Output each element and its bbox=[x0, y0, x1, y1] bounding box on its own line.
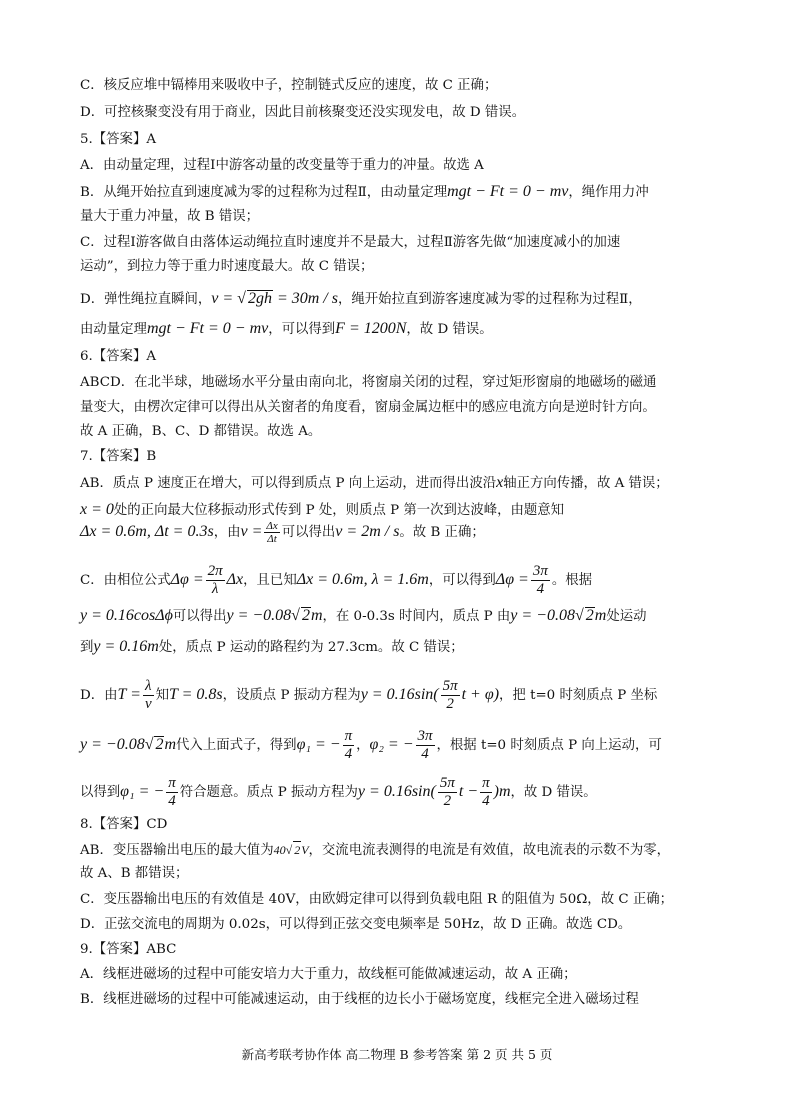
equation: y = 0.16cosΔϕ bbox=[80, 607, 173, 624]
text-line: 量变大，由楞次定律可以得出从关窗者的角度看，窗扇金属边框中的感应电流方向是逆时针方向。 bbox=[80, 400, 656, 415]
equation: y = 0.16sin( bbox=[360, 686, 439, 703]
fraction: $\frac{\Delta x}{\Delta t}$ bbox=[266, 520, 278, 545]
text: 。故 B 正确； bbox=[399, 525, 485, 540]
text: 符合题意。质点 P 振动方程为 bbox=[179, 785, 358, 800]
question-5-answer: 5.【答案】A bbox=[80, 132, 157, 147]
equation: Δφ = bbox=[495, 571, 529, 588]
text: ，绳作用力冲 bbox=[568, 185, 649, 200]
text: 处，质点 P 运动的路程约为 27.3cm。故 C 错误； bbox=[158, 640, 464, 655]
text: ，绳开始拉直到游客速度减为零的过程称为过程Ⅱ， bbox=[337, 292, 642, 307]
question-6-answer: 6.【答案】A bbox=[80, 349, 157, 364]
text-line bbox=[80, 775, 720, 810]
equation: T = 0.8s bbox=[169, 686, 223, 703]
equation: mgt − Ft = 0 − mv bbox=[146, 320, 269, 337]
text-line bbox=[80, 520, 720, 545]
text: ，设质点 P 振动方程为 bbox=[222, 688, 361, 703]
text: 以得到 bbox=[80, 785, 121, 800]
fraction: $\frac{\pi}{4}$ bbox=[168, 775, 176, 809]
equation: mgt − Ft = 0 − mv bbox=[447, 183, 569, 200]
text: 处运动 bbox=[606, 609, 647, 624]
equation: Δx = 0.6m, λ = 1.6m bbox=[296, 571, 429, 588]
equation: y = 0.16sin( bbox=[357, 783, 436, 800]
text: 可以得出 bbox=[172, 609, 227, 624]
text-line bbox=[80, 840, 720, 861]
question-7-answer: 7.【答案】B bbox=[80, 449, 157, 464]
text-line bbox=[80, 473, 720, 494]
text: D．由 bbox=[80, 688, 118, 703]
text: 到 bbox=[80, 640, 94, 655]
text-line bbox=[80, 289, 720, 310]
equation: x = 0 bbox=[80, 501, 114, 518]
equation: F = 1200N bbox=[335, 320, 407, 337]
text-line: 运动”，到拉力等于重力时速度最大。故 C 错误； bbox=[80, 259, 374, 274]
page-footer: 新高考联考协作体 高二物理 B 参考答案 第 2 页 共 5 页 bbox=[241, 1047, 553, 1062]
text-line: D．可控核聚变没有用于商业，因此目前核聚变还没实现发电，故 D 错误。 bbox=[80, 105, 526, 120]
text-line: B．线框进磁场的过程中可能减速运动，由于线框的边长小于磁场宽度，线框完全进入磁场过程 bbox=[80, 992, 639, 1007]
text: ，根据 t=0 时刻质点 P 向上运动，可 bbox=[436, 738, 662, 753]
fraction: $\frac{\pi}{4}$ bbox=[344, 728, 353, 762]
text-line bbox=[80, 678, 720, 713]
fraction: $\frac{\pi}{4}$ bbox=[482, 775, 490, 809]
text-line: ABCD．在北半球，地磁场水平分量由南向北，将窗扇关闭的过程，穿过矩形窗扇的地磁场的磁通 bbox=[80, 375, 657, 390]
text: ，把 t=0 时刻质点 P 坐标 bbox=[499, 688, 658, 703]
text: ， bbox=[356, 738, 370, 753]
text-line: C．核反应堆中镉棒用来吸收中子，控制链式反应的速度，故 C 正确； bbox=[80, 78, 498, 93]
text-line: 故 A、B 都错误； bbox=[80, 866, 189, 881]
equation: v = √ 2gh = 30m / s bbox=[211, 290, 338, 307]
text: ，可以得到 bbox=[268, 322, 336, 337]
text: D．弹性绳拉直瞬间， bbox=[80, 292, 212, 307]
equation: )m bbox=[493, 783, 511, 800]
fraction: $\frac{3\pi}{4}$ bbox=[532, 563, 548, 597]
text: AB．变压器输出电压的最大值为 bbox=[80, 843, 274, 858]
equation: y = −0.08√ 2m bbox=[510, 607, 607, 624]
fraction: $\frac{2\pi}{\lambda}$ bbox=[207, 563, 223, 597]
equation: v = 2m / s bbox=[335, 523, 400, 540]
text-line bbox=[80, 182, 720, 203]
text: 代入上面式子，得到 bbox=[176, 738, 297, 753]
text: 处的正向最大位移振动形式传到 P 处，则质点 P 第一次到达波峰，由题意知 bbox=[113, 503, 565, 518]
text: 可以得出 bbox=[281, 525, 336, 540]
text: ，故 D 错误。 bbox=[510, 785, 597, 800]
text: 轴正方向传播，故 A 错误； bbox=[503, 476, 669, 491]
text: ，交流电流表测得的电流是有效值，故电流表的示数不为零， bbox=[308, 843, 671, 858]
question-8-answer: 8.【答案】CD bbox=[80, 817, 168, 832]
text: 由动量定理 bbox=[80, 322, 147, 337]
fraction: $\frac{5\pi}{2}$ bbox=[442, 678, 458, 712]
equation: φ₂ = − bbox=[369, 736, 414, 753]
text: 知 bbox=[155, 688, 169, 703]
equation: t − bbox=[458, 783, 479, 800]
text-line: A．由动量定理，过程Ⅰ中游客动量的改变量等于重力的冲量。故选 A bbox=[80, 158, 484, 173]
fraction: $\frac{\lambda}{v}$ bbox=[144, 678, 152, 712]
text-line: C．过程Ⅰ游客做自由落体运动绳拉直时速度并不是最大，过程Ⅱ游客先做“加速度减小的加速 bbox=[80, 235, 621, 250]
fraction: $\frac{5\pi}{2}$ bbox=[439, 775, 455, 809]
equation: T = bbox=[117, 686, 141, 703]
text-line: C．变压器输出电压的有效值是 40V，由欧姆定律可以得到负载电阻 R 的阻值为 50Ω，故 C 正确； bbox=[80, 892, 674, 907]
text: ，可以得到 bbox=[428, 573, 496, 588]
equation: t + φ) bbox=[461, 686, 500, 703]
equation: x bbox=[496, 474, 504, 491]
text: 。根据 bbox=[551, 573, 593, 588]
equation: Δx = 0.6m, Δt = 0.3s bbox=[80, 523, 214, 540]
text-line bbox=[80, 606, 720, 627]
equation: Δφ = bbox=[170, 571, 204, 588]
equation: φ₁ = − bbox=[296, 736, 341, 753]
text: C．由相位公式 bbox=[80, 573, 171, 588]
text-line bbox=[80, 500, 720, 521]
equation: Δx bbox=[226, 571, 244, 588]
text-line bbox=[80, 728, 720, 763]
text-line: D．正弦交流电的周期为 0.02s，可以得到正弦交变电频率是 50Hz，故 D 正确。故选 CD。 bbox=[80, 917, 632, 932]
text-line: 故 A 正确，B、C、D 都错误。故选 A。 bbox=[80, 424, 322, 439]
text: AB．质点 P 速度正在增大，可以得到质点 P 向上运动，进而得出波沿 bbox=[80, 476, 497, 491]
equation: v = bbox=[240, 523, 263, 540]
text: ，且已知 bbox=[243, 573, 297, 588]
equation: y = 0.16m bbox=[93, 638, 159, 655]
equation: y = −0.08√ 2m bbox=[226, 607, 323, 624]
text: ，由 bbox=[213, 525, 241, 540]
equation: y = −0.08√ 2m bbox=[80, 736, 177, 753]
text-line bbox=[80, 563, 720, 598]
text: ，在 0-0.3s 时间内，质点 P 由 bbox=[322, 609, 511, 624]
text-line: 量大于重力冲量，故 B 错误； bbox=[80, 209, 260, 224]
text-line: A．线框进磁场的过程中可能安培力大于重力，故线框可能做减速运动，故 A 正确； bbox=[80, 967, 577, 982]
text: B．从绳开始拉直到速度减为零的过程称为过程Ⅱ，由动量定理 bbox=[80, 185, 448, 200]
text-line bbox=[80, 319, 720, 340]
text-line bbox=[80, 637, 720, 658]
text: ，故 D 错误。 bbox=[406, 322, 493, 337]
fraction: $\frac{3\pi}{4}$ bbox=[417, 728, 433, 762]
equation: φ₁ = − bbox=[120, 783, 165, 800]
question-9-answer: 9.【答案】ABC bbox=[80, 942, 177, 957]
equation: 40√ 2V bbox=[273, 843, 309, 857]
